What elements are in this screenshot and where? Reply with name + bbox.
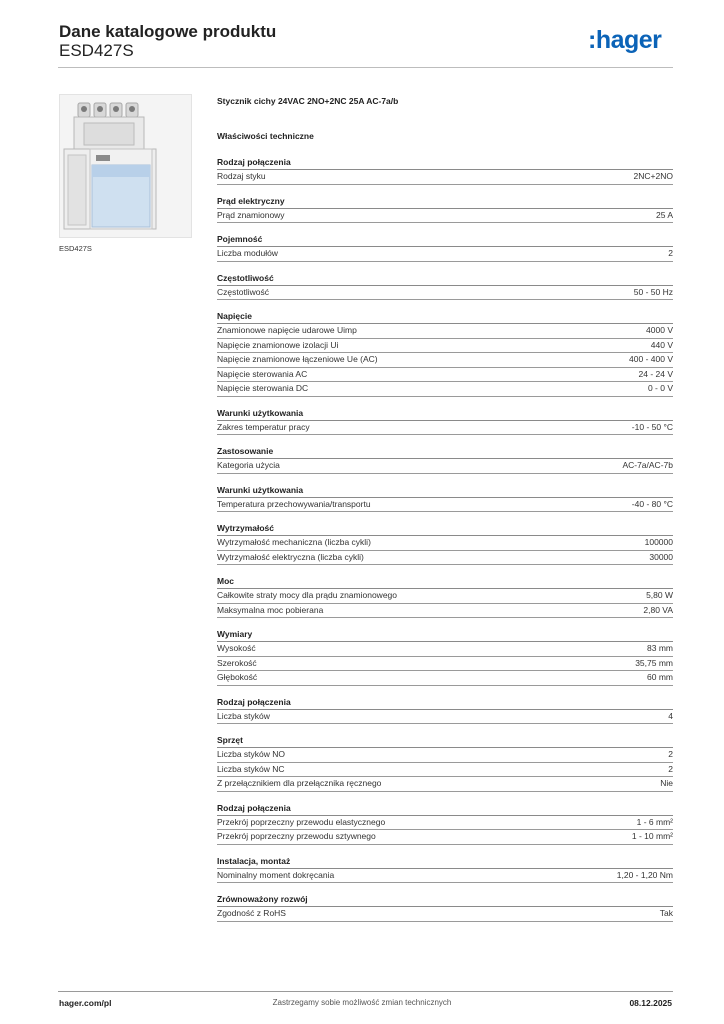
spec-label: Całkowite straty mocy dla prądu znamionowego (217, 590, 398, 600)
spec-value: -40 - 80 °C (631, 498, 673, 509)
spec-group (217, 233, 673, 262)
spec-row (217, 353, 673, 368)
spec-value: 35,75 mm (635, 657, 673, 668)
spec-label: Zakres temperatur pracy (217, 421, 310, 432)
spec-row (217, 286, 673, 301)
hager-logo: :hager (588, 26, 662, 54)
product-title: Stycznik cichy 24VAC 2NO+2NC 25A AC-7a/b (217, 96, 399, 106)
contactor-icon (60, 95, 191, 237)
spec-label: Przekrój poprzeczny przewodu sztywnego (217, 831, 376, 841)
section-title: Właściwości techniczne (217, 131, 314, 141)
spec-label: Wytrzymałość elektryczna (liczba cykli) (217, 551, 364, 562)
group-title: Wymiary (217, 628, 673, 642)
spec-group (217, 855, 673, 884)
spec-label: Napięcie sterowania DC (217, 383, 309, 393)
spec-value: Nie (660, 778, 673, 788)
spec-value: 440 V (650, 339, 673, 350)
spec-value: 60 mm (647, 672, 673, 682)
spec-row (217, 710, 673, 725)
spec-label: Liczba styków NO (217, 749, 286, 759)
spec-label: Przekrój poprzeczny przewodu elastycznego (217, 816, 386, 827)
spec-value: 50 - 50 Hz (633, 286, 673, 297)
spec-label: Rodzaj styku (217, 171, 266, 181)
spec-value: 5,80 W (646, 590, 673, 600)
spec-value: 83 mm (647, 643, 673, 653)
group-title: Prąd elektryczny (217, 195, 673, 209)
spec-group (217, 156, 673, 185)
spec-label: Temperatura przechowywania/transportu (217, 498, 371, 509)
spec-value: 25 A (655, 209, 673, 220)
spec-group (217, 802, 673, 845)
spec-group (217, 445, 673, 474)
footer-disclaimer: Zastrzegamy sobie możliwość zmian technicznych (272, 998, 452, 1007)
spec-group (217, 696, 673, 725)
group-title: Sprzęt (217, 734, 673, 748)
spec-value: 0 - 0 V (647, 383, 673, 393)
spec-label: Liczba styków (217, 710, 270, 721)
spec-label: Kategoria użycia (217, 460, 280, 470)
spec-label: Liczba modułów (217, 248, 278, 258)
group-title: Instalacja, montaż (217, 855, 673, 869)
spec-row (217, 748, 673, 763)
group-title: Zrównoważony rozwój (217, 893, 673, 907)
spec-group (217, 734, 673, 792)
spec-value: 1 - 6 mm² (636, 816, 673, 827)
spec-group (217, 575, 673, 618)
spec-label: Szerokość (217, 657, 257, 668)
spec-row (217, 589, 673, 604)
group-title: Rodzaj połączenia (217, 156, 673, 170)
spec-group (217, 893, 673, 922)
spec-row (217, 777, 673, 792)
spec-value: 2 (668, 749, 673, 759)
group-title: Warunki użytkowania (217, 407, 673, 421)
spec-label: Nominalny moment dokręcania (217, 869, 335, 880)
group-title: Rodzaj połączenia (217, 802, 673, 816)
spec-value: Tak (659, 908, 673, 918)
spec-label: Maksymalna moc pobierana (217, 604, 324, 615)
spec-row (217, 671, 673, 686)
spec-label: Częstotliwość (217, 286, 269, 297)
specifications (217, 94, 673, 932)
spec-value: -10 - 50 °C (631, 421, 673, 432)
spec-label: Wytrzymałość mechaniczna (liczba cykli) (217, 537, 371, 547)
spec-row (217, 657, 673, 672)
spec-value: 4000 V (646, 325, 673, 335)
spec-group (217, 522, 673, 565)
group-title: Napięcie (217, 310, 673, 324)
spec-group (217, 272, 673, 301)
spec-label: Napięcie znamionowe izolacji Ui (217, 339, 339, 350)
group-title: Moc (217, 575, 673, 589)
spec-label: Zgodność z RoHS (217, 908, 286, 918)
spec-value: 1 - 10 mm² (631, 831, 673, 841)
footer-date: 08.12.2025 (629, 998, 672, 1008)
spec-label: Wysokość (217, 643, 256, 653)
spec-value: 400 - 400 V (629, 354, 673, 364)
spec-row (217, 324, 673, 339)
spec-row (217, 763, 673, 778)
spec-row (217, 536, 673, 551)
spec-row (217, 459, 673, 474)
spec-label: Znamionowe napięcie udarowe Uimp (217, 325, 357, 335)
spec-value: 2NC+2NO (633, 171, 673, 181)
spec-group (217, 484, 673, 513)
spec-row (217, 209, 673, 224)
page-title: Dane katalogowe produktu (59, 22, 277, 41)
spec-group (217, 195, 673, 224)
header-divider (58, 67, 673, 68)
spec-value: 30000 (649, 551, 673, 562)
product-image (59, 94, 192, 238)
spec-row (217, 816, 673, 831)
spec-value: AC-7a/AC-7b (622, 460, 673, 470)
spec-value: 100000 (644, 537, 673, 547)
spec-row (217, 604, 673, 619)
group-title: Warunki użytkowania (217, 484, 673, 498)
spec-row (217, 368, 673, 383)
group-title: Pojemność (217, 233, 673, 247)
spec-label: Liczba styków NC (217, 763, 285, 774)
spec-value: 2 (668, 763, 673, 774)
spec-value: 2 (668, 248, 673, 258)
spec-groups (217, 156, 673, 922)
spec-label: Z przełącznikiem dla przełącznika ręcznego (217, 778, 382, 788)
group-title: Rodzaj połączenia (217, 696, 673, 710)
spec-value: 2,80 VA (643, 604, 673, 615)
footer-website: hager.com/pl (59, 998, 112, 1008)
spec-label: Prąd znamionowy (217, 209, 285, 220)
spec-value: 24 - 24 V (638, 368, 673, 379)
spec-row (217, 830, 673, 845)
group-title: Zastosowanie (217, 445, 673, 459)
spec-row (217, 869, 673, 884)
spec-label: Napięcie sterowania AC (217, 368, 308, 379)
spec-row (217, 551, 673, 566)
spec-row (217, 382, 673, 397)
spec-group (217, 628, 673, 686)
spec-row (217, 421, 673, 436)
spec-group (217, 407, 673, 436)
spec-row (217, 247, 673, 262)
group-title: Wytrzymałość (217, 522, 673, 536)
spec-group (217, 310, 673, 397)
spec-row (217, 642, 673, 657)
spec-label: Głębokość (217, 672, 258, 682)
product-code: ESD427S (59, 41, 134, 60)
spec-label: Napięcie znamionowe łączeniowe Ue (AC) (217, 354, 378, 364)
spec-value: 1,20 - 1,20 Nm (616, 869, 673, 880)
image-caption: ESD427S (59, 244, 92, 253)
spec-row (217, 498, 673, 513)
spec-row (217, 170, 673, 185)
group-title: Częstotliwość (217, 272, 673, 286)
footer-divider (58, 991, 673, 992)
spec-row (217, 339, 673, 354)
spec-value: 4 (668, 710, 673, 721)
spec-row (217, 907, 673, 922)
